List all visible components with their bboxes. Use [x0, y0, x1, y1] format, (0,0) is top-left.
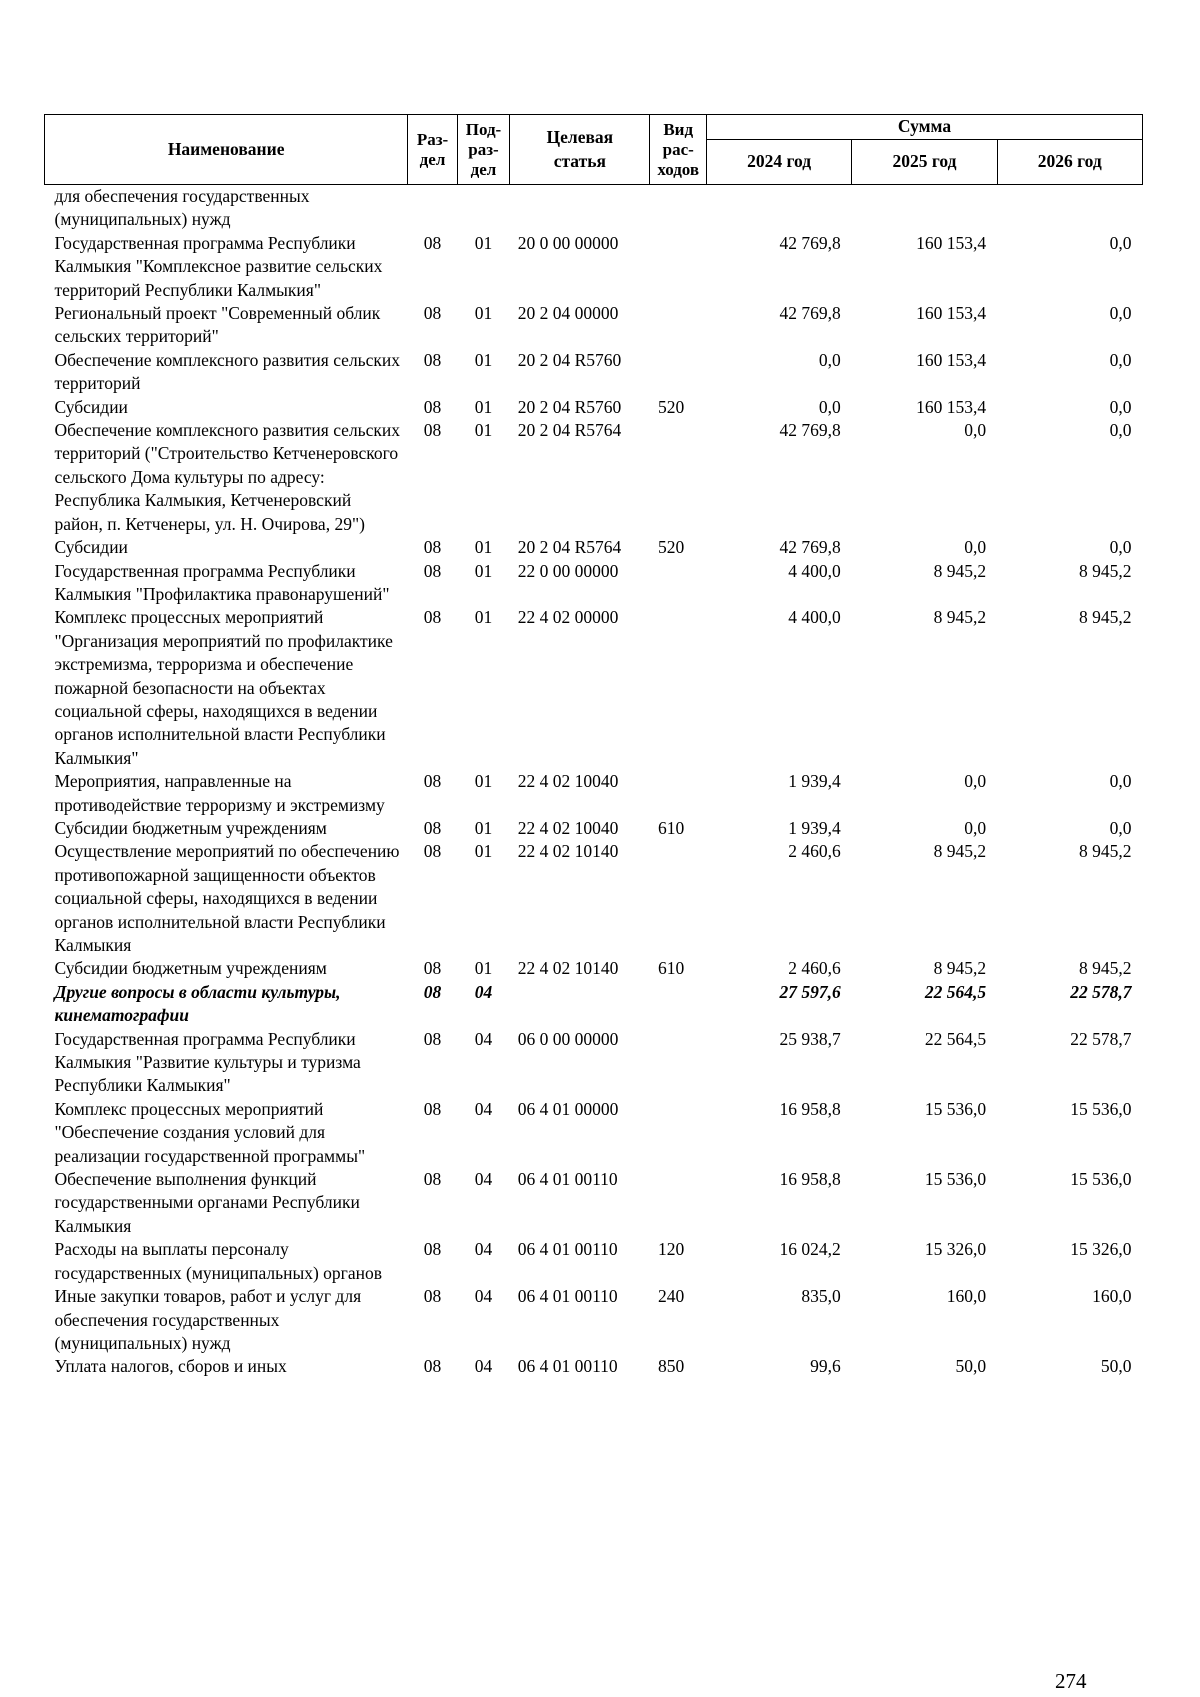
- cell-name: Другие вопросы в области культуры, кинематографии: [54, 981, 341, 1026]
- cell-name: Субсидии: [54, 396, 128, 417]
- header-year-2024: 2024 год: [706, 140, 851, 185]
- cell-name: Государственная программа Республики Калмыкия "Развитие культуры и туризма Республики Калмыкия": [54, 1028, 361, 1096]
- cell-2024: 42 769,8: [779, 232, 841, 253]
- cell-2024: 2 460,6: [788, 841, 841, 862]
- table-row: [45, 302, 1143, 349]
- header-name: Наименование: [45, 115, 408, 185]
- cell-2025: 22 564,5: [924, 1028, 987, 1049]
- cell-2026: 8 945,2: [1079, 958, 1132, 979]
- cell-subsection: 01: [474, 232, 493, 253]
- cell-2026: 0,0: [1109, 771, 1132, 792]
- table-row: [45, 1285, 1143, 1355]
- cell-name: Иные закупки товаров, работ и услуг для обеспечения государственных (муниципальных) нужд: [54, 1286, 362, 1353]
- cell-name: Обеспечение комплексного развития сельских территорий ("Строительство Кетченеровского сельского Дома культуры по адресу: Республика Калмыкия, Кетченеровский район, п. Кетченеры, ул. Н. Очирова, 29"): [54, 420, 401, 534]
- cell-kind: [650, 1098, 707, 1168]
- cell-2025: 15 536,0: [924, 1098, 987, 1119]
- header-subsection-label: Под- раз- дел: [465, 119, 502, 179]
- cell-target: 06 4 01 00110: [517, 1356, 618, 1377]
- cell-subsection: 04: [474, 981, 493, 1002]
- cell-target: 22 4 02 10140: [517, 841, 619, 862]
- cell-kind: 610: [657, 958, 685, 979]
- table-row: [45, 560, 1143, 607]
- cell-kind: 520: [657, 537, 685, 558]
- cell-2026: 22 578,7: [1070, 981, 1132, 1002]
- cell-name: Субсидии: [54, 537, 128, 558]
- cell-kind: [650, 232, 707, 302]
- table-row: [45, 606, 1143, 770]
- cell-subsection: 01: [474, 771, 493, 792]
- cell-2026: 0,0: [1109, 537, 1132, 558]
- cell-2024: 16 024,2: [779, 1239, 841, 1260]
- cell-section: 08: [423, 232, 442, 253]
- header-year-2026: 2026 год: [997, 140, 1142, 185]
- cell-kind: [650, 419, 707, 536]
- cell-section: 08: [423, 841, 442, 862]
- cell-2025: 160 153,4: [916, 396, 987, 417]
- cell-name: Расходы на выплаты персоналу государственных (муниципальных) органов: [54, 1239, 383, 1283]
- cell-2025: 0,0: [964, 817, 987, 838]
- cell-target: 22 4 02 10040: [517, 771, 619, 792]
- cell-name: Субсидии бюджетным учреждениям: [54, 817, 327, 838]
- cell-target: 20 0 00 00000: [517, 232, 619, 253]
- cell-2024: 16 958,8: [779, 1098, 841, 1119]
- cell-subsection: 01: [474, 958, 493, 979]
- cell-2026: 8 945,2: [1079, 607, 1132, 628]
- table-row: [45, 1168, 1143, 1238]
- cell-target: 06 4 01 00110: [517, 1239, 618, 1260]
- cell-name: Осуществление мероприятий по обеспечению противопожарной защищенности объектов социальной сферы, находящихся в ведении органов исполнительной власти Республики Калмыкия: [54, 841, 400, 955]
- cell-kind: [650, 1028, 707, 1098]
- cell-kind: 120: [657, 1239, 685, 1260]
- cell-2025: 50,0: [955, 1356, 987, 1377]
- cell-target: 06 0 00 00000: [517, 1028, 619, 1049]
- table-header: [45, 115, 1143, 185]
- header-sum: Сумма: [706, 115, 1142, 140]
- cell-subsection: 04: [474, 1169, 493, 1190]
- cell-section: 08: [423, 1098, 442, 1119]
- cell-name: Комплекс процессных мероприятий "Обеспечение создания условий для реализации государственной программы": [54, 1098, 366, 1166]
- cell-section: 08: [423, 1028, 442, 1049]
- cell-2025: 8 945,2: [933, 958, 987, 979]
- cell-2026: 8 945,2: [1079, 560, 1132, 581]
- cell-2024: 27 597,6: [779, 981, 841, 1002]
- cell-name: Региональный проект "Современный облик сельских территорий": [54, 303, 381, 347]
- table-row: [45, 981, 1143, 1028]
- cell-2025: 160 153,4: [916, 303, 987, 324]
- cell-subsection: 01: [474, 420, 493, 441]
- cell-2024: 1 939,4: [788, 771, 841, 792]
- cell-section: 08: [423, 1239, 442, 1260]
- cell-kind: [650, 606, 707, 770]
- cell-2026: 160,0: [1092, 1286, 1132, 1307]
- table-row: [45, 770, 1143, 817]
- table-row: [45, 536, 1143, 559]
- cell-2026: 22 578,7: [1070, 1028, 1132, 1049]
- cell-section: 08: [423, 958, 442, 979]
- cell-kind: [650, 302, 707, 349]
- cell-kind: [650, 560, 707, 607]
- cell-kind: 610: [657, 817, 685, 838]
- cell-target: [510, 185, 650, 232]
- cell-2024: 42 769,8: [779, 303, 841, 324]
- cell-2025: 160 153,4: [916, 232, 987, 253]
- cell-target: 22 4 02 10040: [517, 817, 619, 838]
- cell-2024: 835,0: [801, 1286, 841, 1307]
- cell-2024: 16 958,8: [779, 1169, 841, 1190]
- cell-subsection: 01: [474, 607, 493, 628]
- cell-subsection: 01: [474, 841, 493, 862]
- cell-name: Государственная программа Республики Калмыкия "Профилактика правонарушений": [54, 560, 390, 604]
- cell-section: 08: [423, 396, 442, 417]
- cell-2025: [852, 185, 997, 232]
- header-target: [510, 115, 650, 185]
- table-row: [45, 817, 1143, 840]
- cell-2026: 15 326,0: [1070, 1239, 1132, 1260]
- cell-name: Субсидии бюджетным учреждениям: [54, 958, 327, 979]
- cell-section: 08: [423, 303, 442, 324]
- cell-subsection: 01: [474, 817, 493, 838]
- table-row: [45, 1355, 1143, 1378]
- cell-target: 20 2 04 R5764: [517, 537, 622, 558]
- cell-2024: [706, 185, 851, 232]
- cell-2024: 4 400,0: [788, 607, 841, 628]
- cell-target: 20 2 04 R5760: [517, 349, 622, 370]
- budget-table: [44, 114, 1143, 1379]
- header-kind-label: Вид рас- ходов: [657, 119, 700, 179]
- cell-2026: 0,0: [1109, 420, 1132, 441]
- table-row: [45, 349, 1143, 396]
- cell-2026: 0,0: [1109, 349, 1132, 370]
- cell-section: 08: [423, 1286, 442, 1307]
- cell-section: 08: [423, 607, 442, 628]
- cell-target: 06 4 01 00110: [517, 1286, 618, 1307]
- cell-target: 20 2 04 R5764: [517, 420, 622, 441]
- cell-2025: 8 945,2: [933, 607, 987, 628]
- cell-section: 08: [423, 1356, 442, 1377]
- cell-kind: [650, 981, 707, 1028]
- cell-section: 08: [423, 349, 442, 370]
- cell-section: 08: [423, 537, 442, 558]
- cell-name: Обеспечение комплексного развития сельских территорий: [54, 349, 401, 394]
- cell-name: для обеспечения государственных (муниципальных) нужд: [54, 186, 310, 230]
- cell-kind: [650, 185, 707, 232]
- cell-target: 06 4 01 00110: [517, 1169, 618, 1190]
- cell-target: [510, 981, 650, 1028]
- cell-subsection: 01: [474, 349, 493, 370]
- cell-section: 08: [423, 817, 442, 838]
- cell-2024: 42 769,8: [779, 537, 841, 558]
- cell-subsection: 04: [474, 1098, 493, 1119]
- cell-section: 08: [423, 560, 442, 581]
- header-year-2025: 2025 год: [852, 140, 997, 185]
- cell-2024: 99,6: [810, 1356, 841, 1377]
- header-section-label: Раз- дел: [416, 129, 449, 169]
- cell-subsection: 04: [474, 1239, 493, 1260]
- cell-name: Обеспечение выполнения функций государственными органами Республики Калмыкия: [54, 1169, 360, 1236]
- cell-2026: 0,0: [1109, 232, 1132, 253]
- cell-subsection: 01: [474, 303, 493, 324]
- cell-kind: [650, 840, 707, 957]
- table-row: [45, 1028, 1143, 1098]
- cell-2024: 0,0: [818, 349, 841, 370]
- cell-kind: [650, 770, 707, 817]
- cell-2025: 15 326,0: [924, 1239, 987, 1260]
- cell-subsection: 04: [474, 1286, 493, 1307]
- table-body: [45, 185, 1143, 1379]
- cell-subsection: 01: [474, 560, 493, 581]
- cell-2025: 160 153,4: [916, 349, 987, 370]
- cell-2026: 50,0: [1100, 1356, 1132, 1377]
- table-row: [45, 419, 1143, 536]
- cell-kind: [650, 349, 707, 396]
- cell-section: 08: [423, 420, 442, 441]
- cell-name: Мероприятия, направленные на противодействие терроризму и экстремизму: [54, 771, 385, 815]
- cell-subsection: 04: [474, 1356, 493, 1377]
- cell-2026: 15 536,0: [1070, 1098, 1132, 1119]
- cell-subsection: 04: [474, 1028, 493, 1049]
- cell-target: 20 2 04 00000: [517, 303, 619, 324]
- cell-subsection: 01: [474, 396, 493, 417]
- cell-2026: 0,0: [1109, 396, 1132, 417]
- cell-target: 22 4 02 00000: [517, 607, 619, 628]
- cell-2026: 0,0: [1109, 817, 1132, 838]
- cell-target: 22 4 02 10140: [517, 958, 619, 979]
- cell-2024: 42 769,8: [779, 420, 841, 441]
- cell-kind: 520: [657, 396, 685, 417]
- cell-subsection: 01: [474, 537, 493, 558]
- cell-section: [408, 185, 457, 232]
- cell-kind: 240: [657, 1286, 685, 1307]
- table-row: [45, 185, 1143, 232]
- table-row: [45, 957, 1143, 980]
- cell-2026: [997, 185, 1142, 232]
- cell-2024: 0,0: [818, 396, 841, 417]
- cell-2024: 25 938,7: [779, 1028, 841, 1049]
- cell-2024: 4 400,0: [788, 560, 841, 581]
- cell-2025: 0,0: [964, 537, 987, 558]
- header-section: [408, 115, 457, 185]
- cell-kind: 850: [657, 1356, 685, 1377]
- cell-section: 08: [423, 771, 442, 792]
- cell-subsection: [457, 185, 509, 232]
- cell-2025: 15 536,0: [924, 1169, 987, 1190]
- table-row: [45, 396, 1143, 419]
- cell-2025: 8 945,2: [933, 560, 987, 581]
- cell-2026: 15 536,0: [1070, 1169, 1132, 1190]
- cell-name: Комплекс процессных мероприятий "Организация мероприятий по профилактике экстремизма, терроризма и обеспечение пожарной безопасности на объектах социальной сферы, находящихся в ведении органов исполнительной власти Республики Калмыкия": [54, 607, 393, 768]
- cell-section: 08: [423, 981, 442, 1002]
- page-number: 274: [1055, 1669, 1087, 1693]
- cell-2024: 1 939,4: [788, 817, 841, 838]
- cell-section: 08: [423, 1169, 442, 1190]
- cell-2025: 0,0: [964, 420, 987, 441]
- cell-2025: 0,0: [964, 771, 987, 792]
- cell-2025: 22 564,5: [924, 981, 987, 1002]
- cell-2025: 8 945,2: [933, 841, 987, 862]
- cell-2026: 0,0: [1109, 303, 1132, 324]
- header-subsection: [457, 115, 509, 185]
- cell-kind: [650, 1168, 707, 1238]
- table-row: [45, 1238, 1143, 1285]
- header-kind: [650, 115, 707, 185]
- cell-target: 22 0 00 00000: [517, 560, 619, 581]
- cell-target: 20 2 04 R5760: [517, 396, 622, 417]
- cell-2025: 160,0: [946, 1286, 987, 1307]
- header-target-label: Целевая статья: [546, 127, 614, 171]
- table-row: [45, 840, 1143, 957]
- cell-target: 06 4 01 00000: [517, 1098, 619, 1119]
- table-row: [45, 232, 1143, 302]
- cell-2026: 8 945,2: [1079, 841, 1132, 862]
- cell-name: Уплата налогов, сборов и иных: [54, 1356, 287, 1377]
- cell-name: Государственная программа Республики Калмыкия "Комплексное развитие сельских территорий Республики Калмыкия": [54, 232, 383, 300]
- cell-2024: 2 460,6: [788, 958, 841, 979]
- table-row: [45, 1098, 1143, 1168]
